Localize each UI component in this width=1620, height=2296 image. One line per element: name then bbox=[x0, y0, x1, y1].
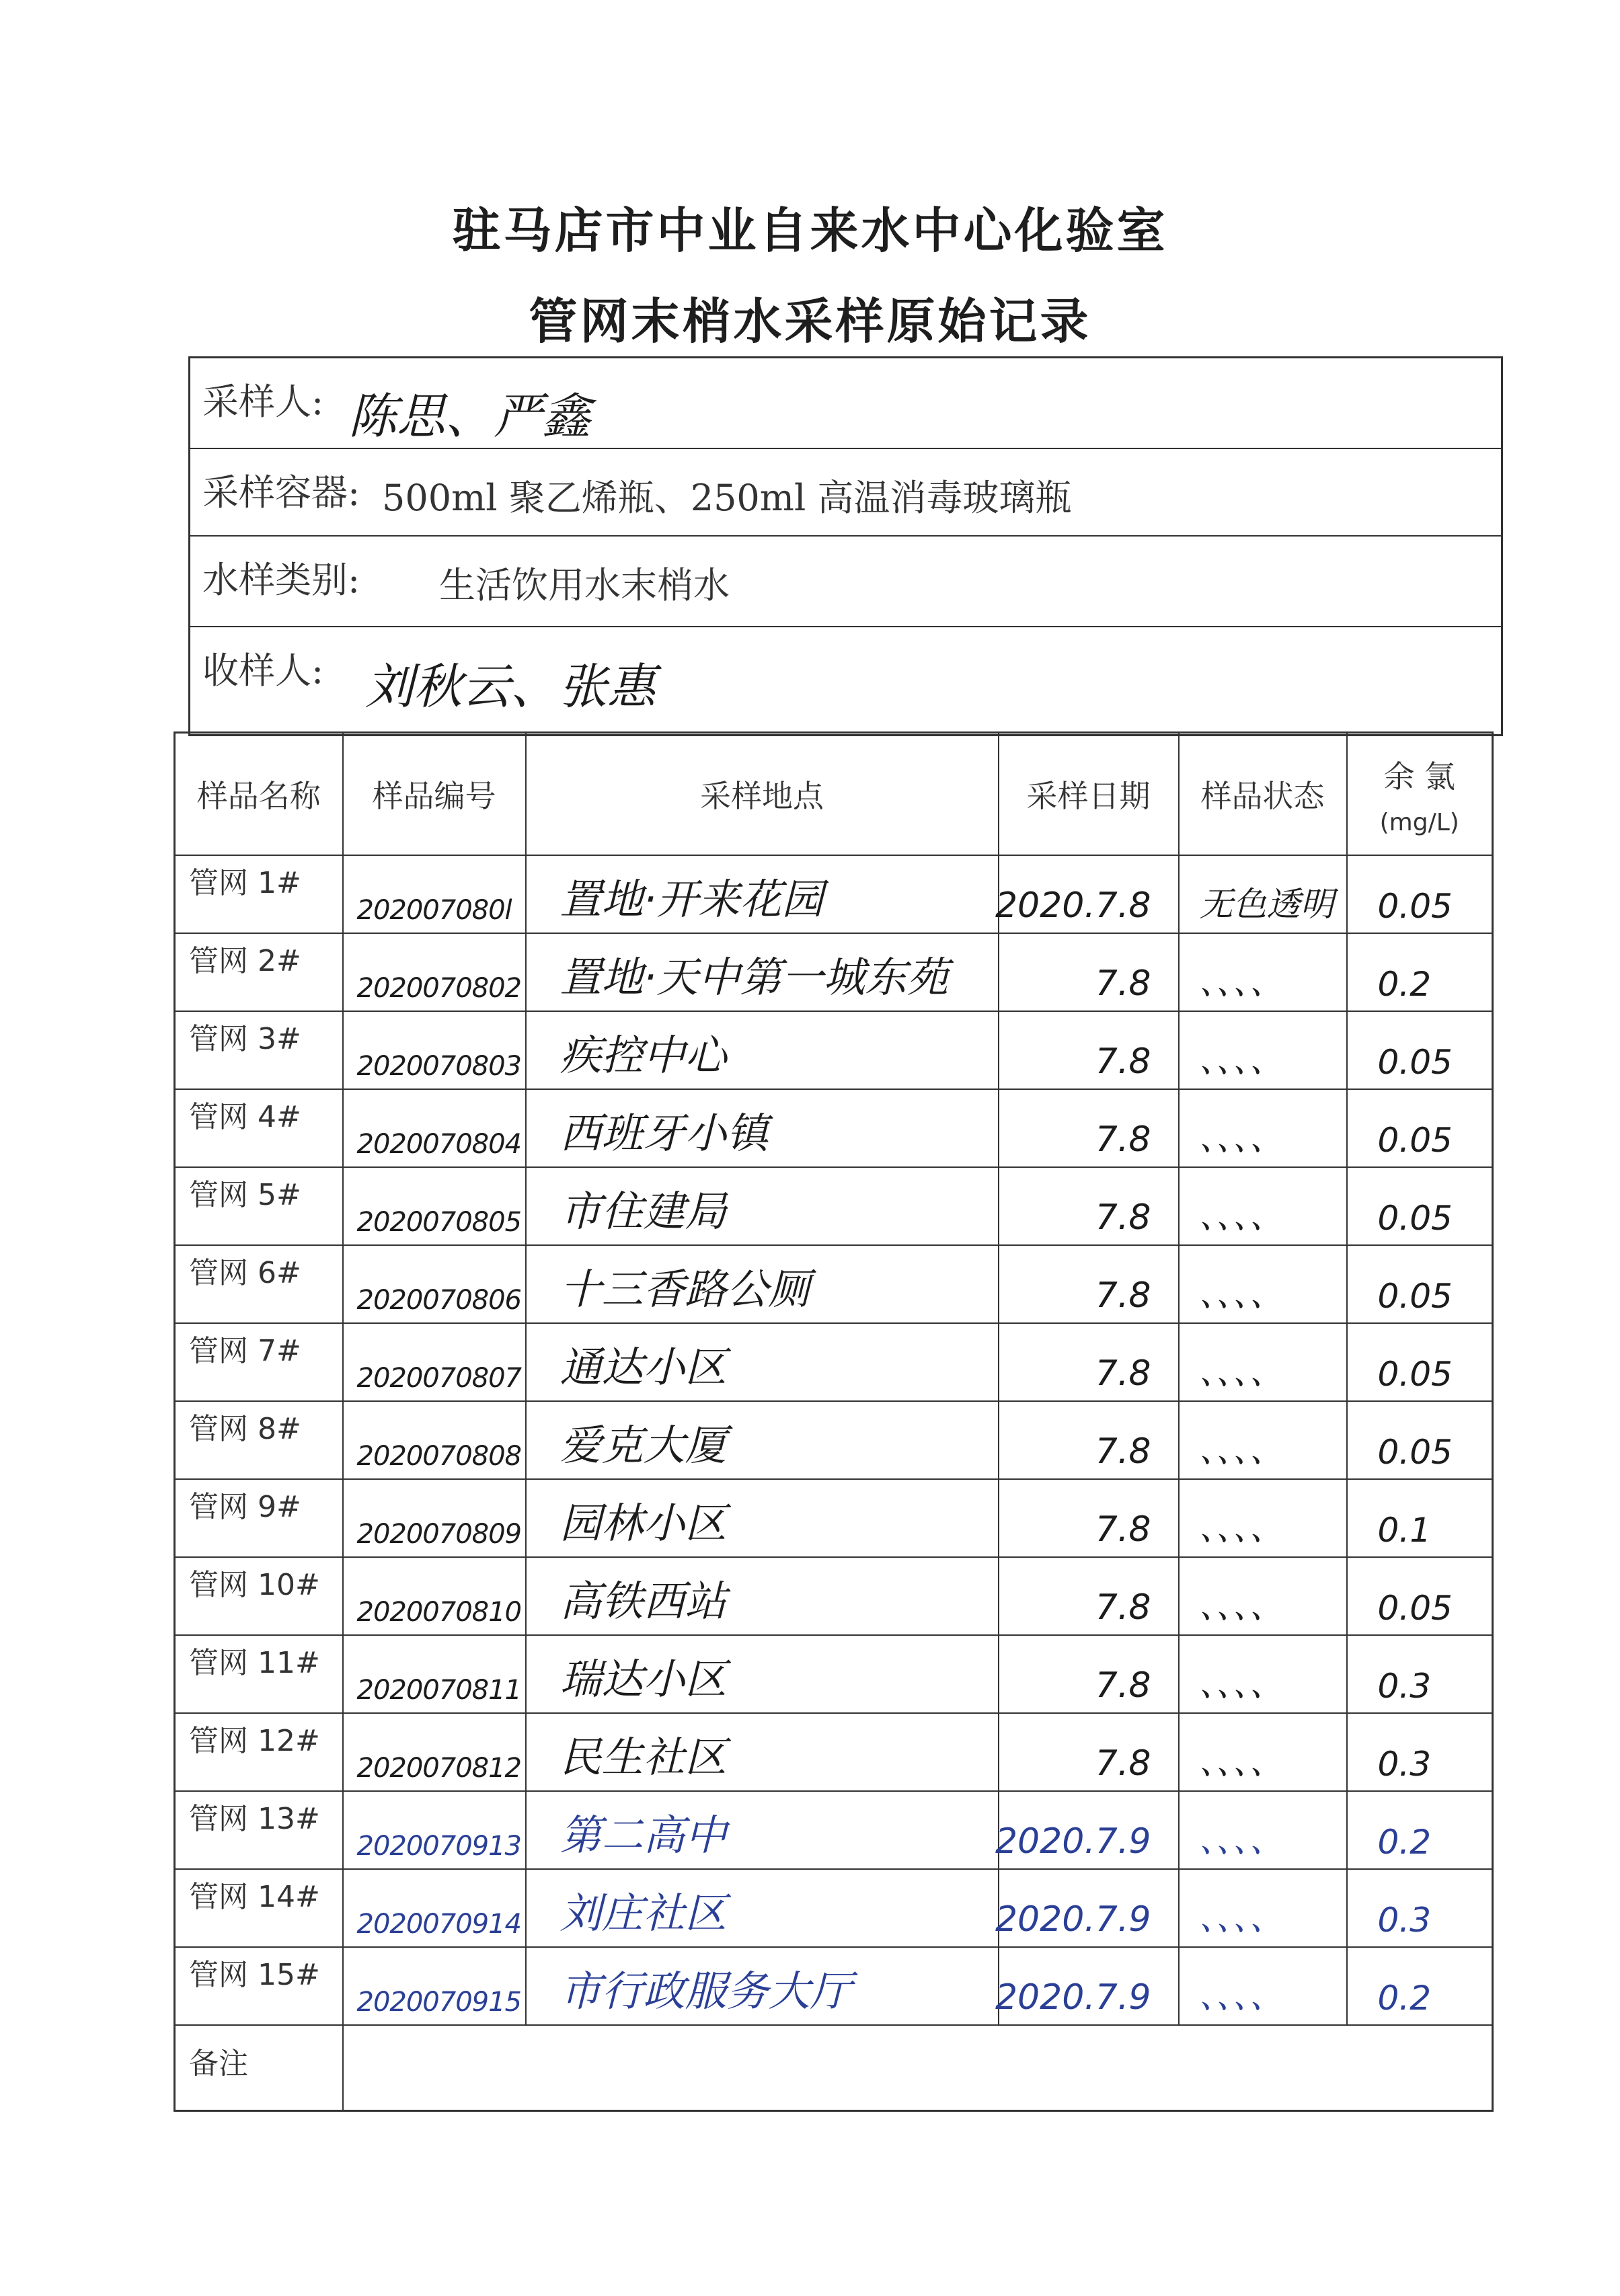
sample-name: 管网 3# bbox=[189, 1022, 301, 1056]
sample-number-cell bbox=[343, 855, 526, 933]
sample-location: 十三香路公厕 bbox=[560, 1265, 810, 1314]
sample-name-cell bbox=[175, 1635, 343, 1713]
sample-name-cell bbox=[175, 1557, 343, 1635]
remark-value bbox=[343, 2025, 1493, 2111]
table-row bbox=[175, 933, 1493, 1011]
residual-chlorine: 0.05 bbox=[1377, 1199, 1453, 1238]
sample-number-cell bbox=[343, 1713, 526, 1791]
sample-location: 民生社区 bbox=[560, 1733, 727, 1782]
sample-date-cell bbox=[999, 1167, 1179, 1245]
sample-date-cell bbox=[995, 1947, 1179, 2025]
sample-location-cell bbox=[526, 1479, 999, 1557]
sample-date-cell bbox=[999, 1479, 1179, 1557]
sample-name: 管网 1# bbox=[189, 866, 301, 900]
sample-location-cell bbox=[526, 1323, 999, 1401]
sample-date: 7.8 bbox=[1095, 1041, 1151, 1082]
sample-state-cell bbox=[1179, 1479, 1347, 1557]
receiver-row bbox=[190, 627, 1501, 734]
sample-location: 市行政服务大厅 bbox=[560, 1967, 852, 2016]
sample-location-cell bbox=[526, 1869, 999, 1947]
sample-number: 2020070804 bbox=[356, 1129, 521, 1160]
sample-number: 2020070806 bbox=[356, 1285, 521, 1316]
sample-date-cell bbox=[999, 1713, 1179, 1791]
residual-chlorine-cell bbox=[1347, 1947, 1493, 2025]
sample-number-cell bbox=[343, 1791, 526, 1869]
sample-state-cell bbox=[1179, 1167, 1347, 1245]
sample-name: 管网 12# bbox=[189, 1724, 320, 1758]
sample-number: 2020070811 bbox=[356, 1675, 521, 1706]
sample-date-cell bbox=[999, 1401, 1179, 1479]
sample-state: 无色透明 bbox=[1199, 885, 1334, 924]
sample-number: 2020070913 bbox=[356, 1831, 521, 1862]
sample-number-cell bbox=[343, 1947, 526, 2025]
table-row bbox=[175, 1713, 1493, 1791]
sample-location-cell bbox=[526, 1947, 999, 2025]
sample-name-cell bbox=[175, 1401, 343, 1479]
sample-date: 7.8 bbox=[1095, 1353, 1151, 1394]
header-number: 样品编号 bbox=[343, 733, 526, 856]
sample-name: 管网 7# bbox=[189, 1334, 301, 1368]
header-name: 样品名称 bbox=[175, 733, 343, 856]
sample-state: 、、、、 bbox=[1199, 1899, 1284, 1938]
remark-row bbox=[175, 2025, 1493, 2111]
sample-date: 2020.7.9 bbox=[995, 1899, 1151, 1940]
category-label: 水样类别: bbox=[202, 559, 360, 601]
sample-location-cell bbox=[526, 1089, 999, 1167]
residual-chlorine: 0.05 bbox=[1377, 1589, 1453, 1628]
sample-location-cell bbox=[526, 855, 999, 933]
sample-name-cell bbox=[175, 1479, 343, 1557]
sample-name: 管网 13# bbox=[189, 1802, 320, 1836]
sample-date: 7.8 bbox=[1095, 963, 1151, 1004]
info-block bbox=[188, 356, 1503, 736]
residual-chlorine: 0.1 bbox=[1377, 1511, 1432, 1550]
header-location: 采样地点 bbox=[526, 733, 999, 856]
sample-name: 管网 6# bbox=[189, 1256, 301, 1290]
sample-name-cell bbox=[175, 1869, 343, 1947]
residual-chlorine: 0.05 bbox=[1377, 1355, 1453, 1394]
sample-state: 、、、、 bbox=[1199, 1275, 1284, 1314]
header-date: 采样日期 bbox=[999, 733, 1179, 856]
table-row bbox=[175, 1323, 1493, 1401]
receiver-value: 刘秋云、张惠 bbox=[365, 658, 656, 715]
residual-chlorine: 0.3 bbox=[1377, 1901, 1432, 1940]
sample-number: 2020070807 bbox=[356, 1363, 521, 1394]
sample-state: 、、、、 bbox=[1199, 963, 1284, 1002]
sample-name: 管网 11# bbox=[189, 1646, 320, 1680]
sample-date: 2020.7.9 bbox=[995, 1821, 1151, 1862]
sample-state-cell bbox=[1179, 1635, 1347, 1713]
sample-state-cell bbox=[1179, 855, 1347, 933]
sample-date-cell bbox=[995, 1869, 1179, 1947]
sample-name: 管网 9# bbox=[189, 1490, 301, 1524]
residual-chlorine-cell bbox=[1347, 1479, 1493, 1557]
remark-label: 备注 bbox=[189, 2047, 248, 2081]
table-row bbox=[175, 1635, 1493, 1713]
sample-location: 刘庄社区 bbox=[560, 1889, 727, 1938]
sample-location: 疾控中心 bbox=[560, 1031, 727, 1080]
table-row bbox=[175, 1869, 1493, 1947]
sampler-value: 陈思、严鑫 bbox=[348, 388, 591, 444]
sample-number-cell bbox=[343, 1245, 526, 1323]
sample-date-cell bbox=[999, 1245, 1179, 1323]
sample-date-cell bbox=[999, 1011, 1179, 1089]
table-row bbox=[175, 1557, 1493, 1635]
residual-chlorine: 0.3 bbox=[1377, 1745, 1432, 1784]
sample-date: 2020.7.8 bbox=[995, 885, 1151, 926]
residual-chlorine: 0.05 bbox=[1377, 1121, 1453, 1160]
sample-state: 、、、、 bbox=[1199, 1587, 1284, 1626]
sample-location: 园林小区 bbox=[560, 1499, 727, 1548]
sample-state-cell bbox=[1179, 1245, 1347, 1323]
sample-number: 2020070810 bbox=[356, 1597, 521, 1628]
sample-location-cell bbox=[526, 1245, 999, 1323]
sample-date-cell bbox=[999, 1323, 1179, 1401]
page-subtitle: 管网末梢水采样原始记录 bbox=[529, 293, 1091, 350]
sample-state: 、、、、 bbox=[1199, 1197, 1284, 1236]
sample-name: 管网 14# bbox=[189, 1880, 320, 1914]
table-row bbox=[175, 1479, 1493, 1557]
residual-chlorine: 0.2 bbox=[1377, 965, 1432, 1004]
sample-date: 7.8 bbox=[1095, 1275, 1151, 1316]
residual-chlorine-cell bbox=[1347, 1245, 1493, 1323]
sample-location: 爱克大厦 bbox=[560, 1421, 727, 1470]
sample-location: 瑞达小区 bbox=[560, 1655, 727, 1704]
sample-date: 2020.7.9 bbox=[995, 1977, 1151, 2018]
sample-number: 2020070803 bbox=[356, 1051, 521, 1082]
sample-number: 2020070915 bbox=[356, 1987, 521, 2018]
sample-number: 2020070914 bbox=[356, 1909, 521, 1940]
sample-state: 、、、、 bbox=[1199, 1431, 1284, 1470]
residual-chlorine-cell bbox=[1347, 1635, 1493, 1713]
sample-date-cell bbox=[999, 933, 1179, 1011]
sample-number-cell bbox=[343, 1869, 526, 1947]
table-row bbox=[175, 1947, 1493, 2025]
sample-state-cell bbox=[1179, 1401, 1347, 1479]
residual-chlorine: 0.05 bbox=[1377, 1277, 1453, 1316]
sample-name-cell bbox=[175, 1947, 343, 2025]
sample-name: 管网 10# bbox=[189, 1568, 320, 1602]
sample-location: 市住建局 bbox=[560, 1187, 727, 1236]
residual-chlorine-cell bbox=[1347, 1323, 1493, 1401]
residual-chlorine-cell bbox=[1347, 1791, 1493, 1869]
sample-state-cell bbox=[1179, 1089, 1347, 1167]
table-row bbox=[175, 1245, 1493, 1323]
sample-location-cell bbox=[526, 1401, 999, 1479]
sample-number-cell bbox=[343, 1557, 526, 1635]
sample-state: 、、、、 bbox=[1199, 1977, 1284, 2016]
sample-state: 、、、、 bbox=[1199, 1353, 1284, 1392]
sample-state-cell bbox=[1179, 1947, 1347, 2025]
header-state: 样品状态 bbox=[1179, 733, 1347, 856]
residual-chlorine: 0.2 bbox=[1377, 1979, 1432, 2018]
residual-chlorine-cell bbox=[1347, 1089, 1493, 1167]
sample-location: 置地·天中第一城东苑 bbox=[560, 953, 949, 1002]
sample-date: 7.8 bbox=[1095, 1665, 1151, 1706]
sample-table bbox=[173, 731, 1494, 2112]
sample-name: 管网 15# bbox=[189, 1958, 320, 1992]
sample-name-cell bbox=[175, 1011, 343, 1089]
residual-chlorine-cell bbox=[1347, 1401, 1493, 1479]
sample-number: 2020070812 bbox=[356, 1753, 521, 1784]
table-row bbox=[175, 1089, 1493, 1167]
sample-state-cell bbox=[1179, 1557, 1347, 1635]
sample-name-cell bbox=[175, 1323, 343, 1401]
header-chlorine bbox=[1347, 733, 1493, 856]
page-title: 驻马店市中业自来水中心化验室 bbox=[452, 202, 1168, 259]
residual-chlorine-cell bbox=[1347, 1557, 1493, 1635]
table-row bbox=[175, 1011, 1493, 1089]
sample-name-cell bbox=[175, 1245, 343, 1323]
sample-name: 管网 5# bbox=[189, 1178, 301, 1212]
sample-location-cell bbox=[526, 1557, 999, 1635]
sample-date-cell bbox=[999, 1089, 1179, 1167]
sample-state-cell bbox=[1179, 1011, 1347, 1089]
sample-state-cell bbox=[1179, 1869, 1347, 1947]
sample-number-cell bbox=[343, 1089, 526, 1167]
sampler-row bbox=[190, 358, 1501, 449]
residual-chlorine-cell bbox=[1347, 933, 1493, 1011]
sample-location: 高铁西站 bbox=[560, 1577, 727, 1626]
residual-chlorine-cell bbox=[1347, 1869, 1493, 1947]
sample-state-cell bbox=[1179, 933, 1347, 1011]
residual-chlorine: 0.05 bbox=[1377, 887, 1453, 926]
residual-chlorine-cell bbox=[1347, 1011, 1493, 1089]
sample-name-cell bbox=[175, 1089, 343, 1167]
sample-number: 2020070809 bbox=[356, 1519, 521, 1550]
sample-state-cell bbox=[1179, 1791, 1347, 1869]
sample-name-cell bbox=[175, 855, 343, 933]
sample-location: 置地·开来花园 bbox=[560, 875, 824, 924]
sample-number-cell bbox=[343, 1011, 526, 1089]
sample-date: 7.8 bbox=[1095, 1509, 1151, 1550]
container-value: 500ml 聚乙烯瓶、250ml 高温消毒玻璃瓶 bbox=[382, 477, 1072, 519]
sample-location: 西班牙小镇 bbox=[560, 1109, 769, 1158]
sample-name-cell bbox=[175, 1167, 343, 1245]
sample-location-cell bbox=[526, 933, 999, 1011]
sample-name-cell bbox=[175, 933, 343, 1011]
table-row bbox=[175, 1167, 1493, 1245]
sample-number-cell bbox=[343, 1323, 526, 1401]
sampler-label: 采样人: bbox=[202, 381, 324, 423]
sample-location-cell bbox=[526, 1713, 999, 1791]
container-label: 采样容器: bbox=[202, 471, 360, 514]
sample-number: 202007080l bbox=[356, 895, 512, 926]
residual-chlorine: 0.05 bbox=[1377, 1433, 1453, 1472]
residual-chlorine: 0.05 bbox=[1377, 1043, 1453, 1082]
residual-chlorine-cell bbox=[1347, 1167, 1493, 1245]
sample-date: 7.8 bbox=[1095, 1431, 1151, 1472]
table-row bbox=[175, 1401, 1493, 1479]
table-row bbox=[175, 1791, 1493, 1869]
sample-state: 、、、、 bbox=[1199, 1821, 1284, 1860]
header-chlorine-unit: (mg/L) bbox=[1379, 808, 1459, 836]
sample-state: 、、、、 bbox=[1199, 1041, 1284, 1080]
sample-location-cell bbox=[526, 1167, 999, 1245]
sample-name-cell bbox=[175, 1791, 343, 1869]
sample-name: 管网 8# bbox=[189, 1412, 301, 1446]
receiver-label: 收样人: bbox=[202, 649, 324, 692]
sample-name: 管网 2# bbox=[189, 944, 301, 978]
sample-name: 管网 4# bbox=[189, 1100, 301, 1134]
sample-state: 、、、、 bbox=[1199, 1509, 1284, 1548]
container-row bbox=[190, 449, 1501, 537]
table-header-row bbox=[175, 733, 1493, 856]
sample-date: 7.8 bbox=[1095, 1587, 1151, 1628]
header-chlorine-label: 余 氯 bbox=[1383, 758, 1456, 795]
sample-number-cell bbox=[343, 1479, 526, 1557]
sample-state: 、、、、 bbox=[1199, 1665, 1284, 1704]
category-value: 生活饮用水末梢水 bbox=[439, 564, 730, 606]
remark-label-cell bbox=[175, 2025, 343, 2111]
sample-date: 7.8 bbox=[1095, 1197, 1151, 1238]
residual-chlorine-cell bbox=[1347, 855, 1493, 933]
sample-state: 、、、、 bbox=[1199, 1743, 1284, 1782]
sample-date: 7.8 bbox=[1095, 1743, 1151, 1784]
sample-date-cell bbox=[999, 1635, 1179, 1713]
sample-date: 7.8 bbox=[1095, 1119, 1151, 1160]
residual-chlorine: 0.3 bbox=[1377, 1667, 1432, 1706]
sample-number-cell bbox=[343, 933, 526, 1011]
sample-location-cell bbox=[526, 1791, 999, 1869]
residual-chlorine: 0.2 bbox=[1377, 1823, 1432, 1862]
sample-date-cell bbox=[995, 1791, 1179, 1869]
sample-name-cell bbox=[175, 1713, 343, 1791]
sample-state-cell bbox=[1179, 1323, 1347, 1401]
category-row bbox=[190, 537, 1501, 627]
sample-state-cell bbox=[1179, 1713, 1347, 1791]
residual-chlorine-cell bbox=[1347, 1713, 1493, 1791]
sample-location-cell bbox=[526, 1011, 999, 1089]
sample-number: 2020070808 bbox=[356, 1441, 521, 1472]
sample-location: 通达小区 bbox=[560, 1343, 727, 1392]
sample-date-cell bbox=[999, 1557, 1179, 1635]
sample-number-cell bbox=[343, 1401, 526, 1479]
sample-location-cell bbox=[526, 1635, 999, 1713]
sample-number: 2020070802 bbox=[356, 973, 521, 1004]
sample-number: 2020070805 bbox=[356, 1207, 521, 1238]
sample-number-cell bbox=[343, 1167, 526, 1245]
sample-number-cell bbox=[343, 1635, 526, 1713]
sample-date-cell bbox=[995, 855, 1179, 933]
sample-state: 、、、、 bbox=[1199, 1119, 1284, 1158]
sample-location: 第二高中 bbox=[560, 1811, 727, 1860]
table-row bbox=[175, 855, 1493, 933]
